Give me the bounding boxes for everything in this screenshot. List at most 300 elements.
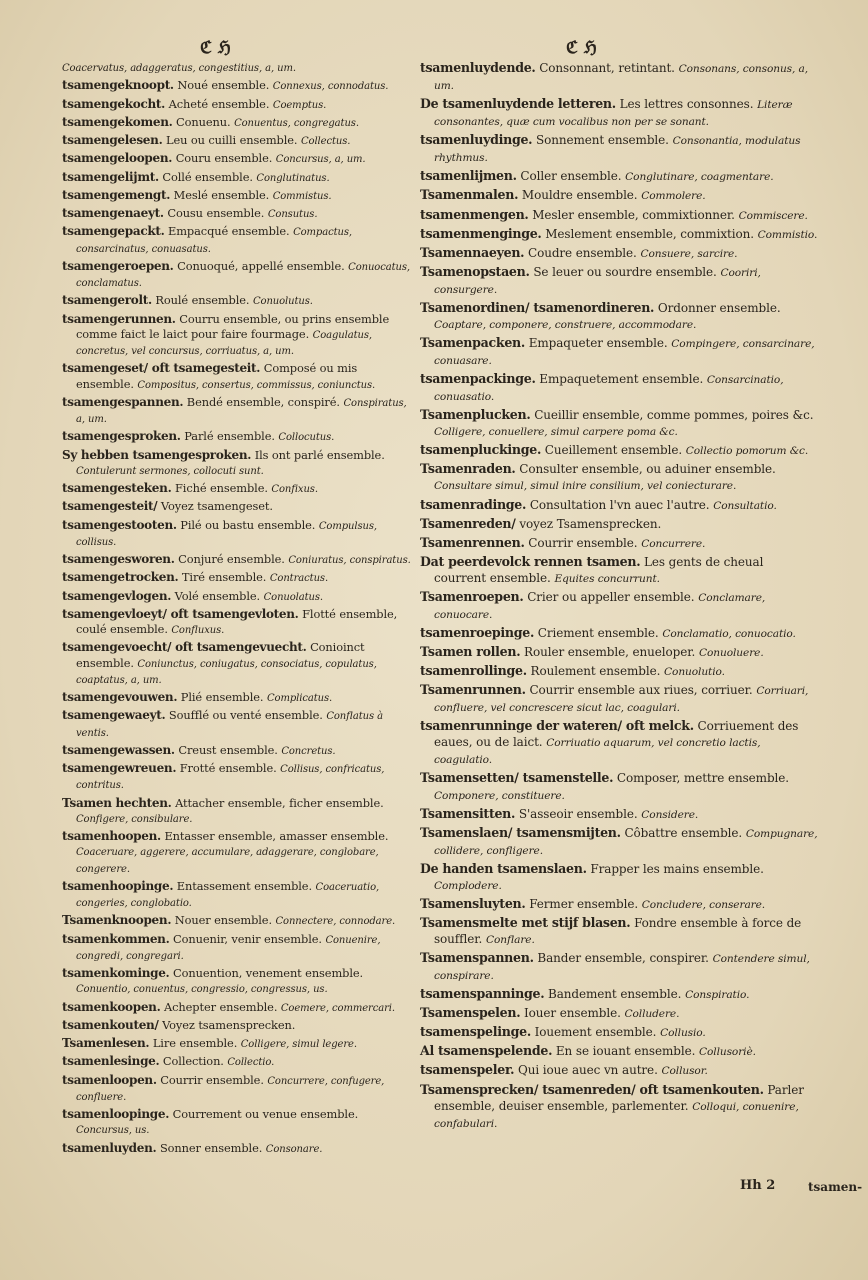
headword: tsamenloopinge. bbox=[62, 1107, 170, 1121]
latin-equivalent: Equites concurrunt. bbox=[554, 572, 660, 585]
french-definition: Crier ou appeller ensemble. bbox=[527, 589, 695, 604]
french-definition: Parler ensemble, deuiser ensemble, parlementer. bbox=[434, 1082, 804, 1113]
french-definition: Les lettres consonnes. bbox=[619, 97, 754, 112]
latin-equivalent: Conglutinare, coagmentare. bbox=[625, 171, 774, 184]
dictionary-entry bbox=[420, 554, 818, 587]
dictionary-entry bbox=[62, 78, 414, 94]
dictionary-entry bbox=[62, 879, 414, 912]
dictionary-entry bbox=[420, 168, 818, 185]
headword: tsamenroepinge. bbox=[420, 624, 535, 640]
dictionary-entry bbox=[420, 461, 818, 494]
dictionary-entry bbox=[420, 861, 818, 894]
dictionary-entry bbox=[62, 743, 414, 759]
headword: tsamenspelinge. bbox=[420, 1024, 531, 1040]
left-column bbox=[62, 60, 414, 1159]
latin-equivalent: Consarcinatio, conuasatio. bbox=[434, 374, 784, 404]
headword: Tsamensmelte met stijf blasen. bbox=[420, 914, 631, 930]
dictionary-entry bbox=[62, 570, 414, 586]
latin-equivalent: Conclamare, conuocare. bbox=[434, 591, 766, 621]
latin-equivalent: Collusoriè. bbox=[699, 1046, 756, 1059]
latin-equivalent: Literæ consonantes, quæ cum vocalibus non per se sonant. bbox=[434, 99, 793, 129]
headword: Dat peerdevolck rennen tsamen. bbox=[420, 553, 641, 569]
latin-equivalent: Configere, consibulare. bbox=[76, 813, 193, 825]
latin-equivalent: Complicatus. bbox=[266, 693, 333, 704]
headword: tsamenradinge. bbox=[420, 496, 527, 512]
headword: Tsamenspannen. bbox=[420, 950, 534, 966]
headword: tsamenpackinge. bbox=[420, 371, 536, 387]
french-definition: Creust ensemble. bbox=[178, 742, 278, 757]
dictionary-entry bbox=[62, 640, 414, 688]
headword: tsamengekocht. bbox=[62, 96, 166, 111]
dictionary-entry bbox=[420, 1005, 818, 1022]
latin-equivalent: Commiscere. bbox=[738, 209, 808, 222]
latin-equivalent: Corriuari, confluere, vel concrescere sicut lac, coagulari. bbox=[434, 685, 809, 715]
french-definition: Conuenir, venir ensemble. bbox=[173, 931, 322, 946]
headword: tsamenspanninge. bbox=[420, 986, 545, 1002]
latin-equivalent: Consuere, sarcire. bbox=[640, 247, 738, 260]
french-definition: Couru ensemble. bbox=[175, 151, 273, 166]
headword: Tsamenroepen. bbox=[420, 588, 524, 604]
headword: tsamengeknoopt. bbox=[62, 78, 174, 93]
dictionary-entry bbox=[62, 690, 414, 706]
latin-equivalent: Compactus, consarcinatus, conuasatus. bbox=[76, 227, 352, 255]
latin-equivalent: Conuenire, congredi, congregari. bbox=[76, 934, 381, 962]
french-definition: Se leuer ou sourdre ensemble. bbox=[533, 264, 717, 279]
french-definition: Frotté ensemble. bbox=[179, 761, 277, 775]
french-definition: Courrir ensemble. bbox=[160, 1072, 264, 1087]
headword: Tsamenplucken. bbox=[420, 407, 531, 423]
dictionary-entry bbox=[62, 395, 414, 428]
dictionary-entry bbox=[420, 407, 818, 440]
headword: tsamenluydende. bbox=[420, 60, 536, 75]
latin-equivalent: Concurrere. bbox=[641, 537, 706, 550]
headword: Tsamenraden. bbox=[420, 461, 516, 477]
dictionary-entry bbox=[420, 825, 818, 859]
latin-equivalent: Colludere. bbox=[624, 1008, 680, 1021]
dictionary-entry bbox=[62, 293, 414, 309]
latin-equivalent: Concretus. bbox=[281, 745, 336, 757]
headword: tsamenmengen. bbox=[420, 206, 529, 222]
latin-equivalent: Colloqui, conuenire, confabulari. bbox=[434, 1100, 799, 1130]
french-definition: S'asseoir ensemble. bbox=[518, 806, 638, 821]
french-definition: Pilé ou bastu ensemble. bbox=[180, 517, 316, 532]
headword: Tsamenspelen. bbox=[420, 1005, 521, 1021]
latin-equivalent: Considere. bbox=[641, 808, 699, 821]
dictionary-entry bbox=[62, 913, 414, 929]
french-definition: Composer, mettre ensemble. bbox=[616, 771, 790, 786]
headword: tsamengelijmt. bbox=[62, 169, 159, 184]
french-definition: Bendé ensemble, conspiré. bbox=[186, 394, 340, 409]
headword: Sy hebben tsamengesproken. bbox=[62, 447, 252, 462]
latin-equivalent: Commistio. bbox=[757, 228, 818, 241]
headword: tsamengetrocken. bbox=[62, 570, 179, 585]
french-definition: Soufflé ou venté ensemble. bbox=[168, 708, 323, 723]
latin-equivalent: Conuoluere. bbox=[699, 647, 764, 659]
dictionary-entry bbox=[62, 206, 414, 222]
latin-equivalent: Collocutus. bbox=[278, 432, 335, 444]
dictionary-entry bbox=[62, 1036, 414, 1052]
latin-equivalent: Collectus. bbox=[300, 136, 351, 147]
latin-equivalent: Connectere, connodare. bbox=[275, 916, 396, 928]
latin-equivalent: Commolere. bbox=[641, 190, 706, 203]
french-definition: Coller ensemble. bbox=[520, 169, 622, 184]
french-definition: Flotté ensemble, coulé ensemble. bbox=[76, 606, 398, 636]
dictionary-entry bbox=[420, 245, 818, 262]
french-definition: Criement ensemble. bbox=[537, 625, 659, 640]
headword: tsamengewaeyt. bbox=[62, 708, 166, 723]
headword: tsamenlijmen. bbox=[420, 168, 517, 184]
latin-equivalent: Coagulatus, concretus, vel concursus, corriuatus, a, um. bbox=[76, 329, 372, 357]
french-definition: Cueillir ensemble, comme pommes, poires &c. bbox=[534, 408, 814, 423]
latin-equivalent: Consultare simul, simul inire consilium, vel coniecturare. bbox=[434, 480, 737, 493]
dictionary-entry bbox=[62, 481, 414, 497]
headword: tsamenloopen. bbox=[62, 1072, 157, 1087]
headword: tsamengevouwen. bbox=[62, 690, 178, 704]
french-definition: Acheté ensemble. bbox=[168, 96, 270, 111]
latin-equivalent: Conuolatus. bbox=[263, 591, 323, 603]
latin-equivalent: Collusor. bbox=[661, 1065, 708, 1078]
dictionary-entry bbox=[420, 1043, 818, 1060]
latin-equivalent: Cooriri, consurgere. bbox=[434, 266, 761, 296]
french-definition: Empaquetement ensemble. bbox=[539, 372, 704, 387]
dictionary-entry bbox=[420, 663, 818, 680]
headword: Tsamensitten. bbox=[420, 805, 516, 821]
dictionary-entry bbox=[62, 1018, 414, 1034]
headword: tsamengevloeyt/ oft tsamengevloten. bbox=[62, 606, 299, 621]
french-definition: Courrement ou venue ensemble. bbox=[172, 1107, 359, 1121]
dictionary-entry bbox=[62, 499, 414, 515]
french-definition: Qui ioue auec vn autre. bbox=[517, 1063, 658, 1078]
dictionary-entry bbox=[420, 300, 818, 333]
latin-equivalent: Consutus. bbox=[267, 209, 318, 220]
headword: tsamengespannen. bbox=[62, 394, 184, 409]
dictionary-entry bbox=[62, 115, 414, 131]
french-definition: Coudre ensemble. bbox=[527, 245, 637, 260]
latin-equivalent: Concludere, conserare. bbox=[641, 898, 766, 911]
latin-equivalent: Conuentus, congregatus. bbox=[234, 117, 359, 129]
latin-equivalent: Coacervatus, adaggeratus, congestitius, a, um. bbox=[62, 63, 296, 74]
headword: tsamenhoopinge. bbox=[62, 878, 174, 893]
latin-equivalent: Conuolutio. bbox=[664, 666, 725, 679]
latin-equivalent: Confixus. bbox=[271, 484, 318, 495]
dictionary-entry bbox=[62, 552, 414, 568]
headword: Tsamennaeyen. bbox=[420, 244, 525, 260]
headword: tsamengewassen. bbox=[62, 742, 175, 757]
dictionary-entry bbox=[420, 96, 818, 130]
dictionary-entry bbox=[420, 264, 818, 298]
french-definition: Cousu ensemble. bbox=[167, 206, 265, 220]
dictionary-entry bbox=[62, 448, 414, 480]
headword: Tsamenordinen/ tsamenordineren. bbox=[420, 299, 655, 315]
latin-equivalent: Concurrere, confugere, confluere. bbox=[76, 1075, 385, 1103]
french-definition: Composé ou mis ensemble. bbox=[76, 361, 358, 391]
dictionary-entry bbox=[62, 188, 414, 204]
french-definition: Empaqueter ensemble. bbox=[528, 335, 668, 350]
latin-equivalent: Consonans, consonus, a, um. bbox=[434, 63, 809, 93]
dictionary-entry bbox=[62, 1054, 414, 1070]
dictionary-entry bbox=[420, 589, 818, 623]
dictionary-entry bbox=[420, 1062, 818, 1079]
latin-equivalent: Consultatio. bbox=[713, 499, 777, 512]
dictionary-entry bbox=[420, 207, 818, 224]
headword: tsamenpluckinge. bbox=[420, 442, 542, 458]
latin-equivalent: Concursus, us. bbox=[76, 1125, 150, 1137]
headword: tsamengemengt. bbox=[62, 187, 171, 202]
latin-equivalent: Collisus, confricatus, contritus. bbox=[76, 764, 385, 792]
french-definition: Conjuré ensemble. bbox=[178, 552, 285, 566]
french-definition: Courru ensemble, ou prins ensemble comme faict le laict pour faire fourmage. bbox=[76, 311, 390, 341]
dictionary-entry bbox=[62, 170, 414, 186]
header-ornament-left: ℭ ℌ bbox=[200, 38, 231, 58]
latin-equivalent: Collectio pomorum &c. bbox=[685, 445, 809, 458]
headword: Tsamenmalen. bbox=[420, 187, 519, 203]
french-definition: Mouldre ensemble. bbox=[521, 188, 638, 203]
french-definition: Consultation l'vn auec l'autre. bbox=[529, 497, 710, 512]
french-definition: Conioinct ensemble. bbox=[76, 640, 365, 670]
french-definition: Noué ensemble. bbox=[177, 78, 270, 93]
french-definition: Corriuement des eaues, ou de laict. bbox=[434, 719, 799, 750]
french-definition: Cueillement ensemble. bbox=[544, 443, 683, 458]
french-definition: Entasser ensemble, amasser ensemble. bbox=[164, 829, 389, 843]
dictionary-entry bbox=[420, 535, 818, 552]
dictionary-entry bbox=[62, 761, 414, 794]
headword: De handen tsamenslaen. bbox=[420, 860, 587, 876]
latin-equivalent: Coemptus. bbox=[272, 99, 327, 111]
headword: tsamenkominge. bbox=[62, 966, 170, 980]
headword: tsamengewreuen. bbox=[62, 761, 177, 775]
dictionary-entry bbox=[420, 187, 818, 204]
latin-equivalent: Compositus, consertus, commissus, coniunctus. bbox=[137, 379, 376, 391]
french-definition: Conuention, venement ensemble. bbox=[172, 966, 364, 980]
dictionary-entry bbox=[420, 335, 818, 369]
dictionary-entry bbox=[420, 516, 818, 533]
catchword: tsamen- bbox=[808, 1180, 863, 1194]
headword: Tsamen hechten. bbox=[62, 795, 172, 810]
french-definition: Entassement ensemble. bbox=[176, 878, 312, 893]
dictionary-entry bbox=[62, 429, 414, 445]
headword: tsamenkommen. bbox=[62, 931, 170, 946]
dictionary-entry bbox=[62, 1073, 414, 1106]
headword: tsamenkouten/ bbox=[62, 1017, 159, 1032]
dictionary-entry bbox=[62, 607, 414, 639]
french-definition: Attacher ensemble, ficher ensemble. bbox=[175, 795, 384, 810]
headword: Tsamenslaen/ tsamensmijten. bbox=[420, 824, 621, 840]
dictionary-entry bbox=[420, 806, 818, 823]
headword: tsamengeloopen. bbox=[62, 151, 173, 166]
dictionary-entry bbox=[420, 986, 818, 1003]
french-definition: Courrir ensemble aux riues, corriuer. bbox=[529, 683, 753, 698]
headword: tsamenrollinge. bbox=[420, 663, 527, 679]
dictionary-entry bbox=[62, 312, 414, 360]
latin-equivalent: Coaceruare, aggerere, accumulare, adaggerare, conglobare, congerere. bbox=[76, 847, 379, 875]
latin-equivalent: Coaceruatio, congeries, conglobatio. bbox=[76, 881, 380, 909]
dictionary-entry bbox=[420, 718, 818, 768]
latin-equivalent: Conspiratio. bbox=[685, 989, 750, 1002]
french-definition: Roulement ensemble. bbox=[530, 664, 661, 679]
dictionary-entry bbox=[62, 1107, 414, 1139]
french-definition: Courrir ensemble. bbox=[528, 535, 638, 550]
right-column bbox=[420, 60, 818, 1134]
french-definition: voyez Tsamensprecken. bbox=[519, 516, 662, 531]
dictionary-entry bbox=[62, 932, 414, 965]
dictionary-entry bbox=[62, 60, 414, 76]
dictionary-entry bbox=[62, 151, 414, 167]
french-definition: Conuenu. bbox=[176, 114, 231, 129]
latin-equivalent: Commistus. bbox=[272, 190, 332, 202]
dictionary-entry bbox=[62, 1141, 414, 1157]
french-definition: Achepter ensemble. bbox=[164, 999, 278, 1014]
french-definition: En se iouant ensemble. bbox=[555, 1044, 696, 1059]
headword: tsamengesteken. bbox=[62, 481, 172, 495]
headword: tsamengesworen. bbox=[62, 552, 175, 566]
headword: tsamenlesinge. bbox=[62, 1054, 160, 1069]
french-definition: Parlé ensemble. bbox=[184, 429, 275, 444]
latin-equivalent: Connexus, connodatus. bbox=[272, 81, 389, 93]
headword: Tsamensprecken/ tsamenreden/ oft tsamenkouten. bbox=[420, 1081, 764, 1097]
headword: tsamengesproken. bbox=[62, 429, 181, 444]
french-definition: Rouler ensemble, enueloper. bbox=[524, 645, 696, 659]
headword: tsamenrunninge der wateren/ oft melck. bbox=[420, 718, 694, 734]
headword: Tsamenrunnen. bbox=[420, 682, 526, 698]
headword: Tsamenrennen. bbox=[420, 534, 525, 550]
french-definition: Frapper les mains ensemble. bbox=[590, 861, 764, 876]
headword: tsamenhoopen. bbox=[62, 829, 161, 843]
headword: tsamengeset/ oft tsamegesteit. bbox=[62, 361, 261, 376]
headword: Tsamen rollen. bbox=[420, 644, 521, 659]
dictionary-entry bbox=[420, 1024, 818, 1041]
dictionary-entry bbox=[420, 770, 818, 803]
headword: tsamengepackt. bbox=[62, 224, 165, 239]
dictionary-entry bbox=[420, 442, 818, 459]
french-definition: Mesler ensemble, commixtionner. bbox=[532, 207, 735, 222]
french-definition: Ordonner ensemble. bbox=[657, 300, 781, 315]
headword: tsamengevlogen. bbox=[62, 588, 172, 603]
latin-equivalent: Coemere, commercari. bbox=[280, 1002, 395, 1014]
headword: tsamengevoecht/ oft tsamengevuecht. bbox=[62, 640, 307, 655]
dictionary-entry bbox=[420, 896, 818, 913]
french-definition: Fermer ensemble. bbox=[529, 896, 639, 911]
latin-equivalent: Conuentio, conuentus, congressio, congressus, us. bbox=[76, 984, 328, 996]
french-definition: Meslement ensemble, commixtion. bbox=[545, 226, 754, 241]
french-definition: Tiré ensemble. bbox=[181, 570, 267, 585]
french-definition: Fiché ensemble. bbox=[174, 481, 268, 495]
headword: tsamengenaeyt. bbox=[62, 206, 164, 220]
latin-equivalent: Contulerunt sermones, collocuti sunt. bbox=[76, 465, 264, 477]
headword: Tsamenopstaen. bbox=[420, 263, 530, 279]
dictionary-entry bbox=[420, 371, 818, 405]
french-definition: Iouement ensemble. bbox=[534, 1025, 657, 1040]
latin-equivalent: Conflare. bbox=[486, 934, 535, 946]
headword: tsamengerunnen. bbox=[62, 311, 176, 326]
latin-equivalent: Corriuatio aquarum, vel concretio lactis, coagulatio. bbox=[434, 737, 761, 767]
dictionary-entry bbox=[420, 132, 818, 166]
latin-equivalent: Compugnare, collidere, confligere. bbox=[434, 827, 818, 857]
dictionary-entry bbox=[420, 60, 818, 94]
french-definition: Voyez tsamensprecken. bbox=[162, 1017, 296, 1032]
latin-equivalent: Coniunctus, coniugatus, consociatus, copulatus, coaptatus, a, um. bbox=[76, 658, 377, 686]
latin-equivalent: Coaptare, componere, construere, accommodare. bbox=[434, 318, 697, 331]
latin-equivalent: Confluxus. bbox=[171, 625, 225, 636]
french-definition: Ils ont parlé ensemble. bbox=[254, 447, 385, 462]
headword: Tsamenpacken. bbox=[420, 334, 525, 350]
headword: Tsamenlesen. bbox=[62, 1036, 150, 1050]
french-definition: Plié ensemble. bbox=[180, 690, 264, 704]
french-definition: Sonner ensemble. bbox=[159, 1140, 263, 1155]
latin-equivalent: Conspiratus, a, um. bbox=[76, 397, 407, 425]
french-definition: Voyez tsamengeset. bbox=[160, 499, 273, 514]
dictionary-entry bbox=[420, 644, 818, 661]
latin-equivalent: Concursus, a, um. bbox=[275, 154, 366, 166]
headword: Al tsamenspelende. bbox=[420, 1043, 553, 1059]
latin-equivalent: Consonare. bbox=[265, 1143, 323, 1155]
headword: Tsamensluyten. bbox=[420, 895, 526, 911]
dictionary-entry bbox=[62, 1000, 414, 1016]
headword: tsamengeroepen. bbox=[62, 258, 174, 273]
dictionary-entry bbox=[62, 589, 414, 605]
latin-equivalent: Complodere. bbox=[434, 879, 502, 892]
headword: tsamengerolt. bbox=[62, 293, 152, 308]
dictionary-entry bbox=[62, 966, 414, 998]
dictionary-entry bbox=[420, 625, 818, 642]
headword: tsamengestooten. bbox=[62, 517, 177, 532]
latin-equivalent: Compulsus, collisus. bbox=[76, 520, 377, 548]
latin-equivalent: Collectio. bbox=[227, 1057, 275, 1069]
french-definition: Côbattre ensemble. bbox=[624, 825, 743, 840]
latin-equivalent: Contractus. bbox=[269, 573, 329, 585]
headword: Tsamenknoopen. bbox=[62, 913, 172, 928]
dictionary-entry bbox=[420, 950, 818, 984]
french-definition: Roulé ensemble. bbox=[155, 293, 250, 308]
header-ornament-right: ℭ ℌ bbox=[566, 38, 597, 58]
headword: De tsamenluydende letteren. bbox=[420, 96, 616, 112]
headword: Tsamenreden/ bbox=[420, 515, 516, 531]
dictionary-entry bbox=[62, 518, 414, 551]
french-definition: Consulter ensemble, ou aduiner ensemble. bbox=[519, 462, 776, 477]
dictionary-entry bbox=[62, 259, 414, 292]
dictionary-entry bbox=[420, 682, 818, 716]
signature-mark: Hh 2 bbox=[740, 1178, 776, 1193]
headword: tsamenmenginge. bbox=[420, 225, 542, 241]
french-definition: Consonnant, retintant. bbox=[539, 61, 675, 75]
headword: tsamengelesen. bbox=[62, 133, 163, 147]
headword: tsamengekomen. bbox=[62, 114, 173, 129]
latin-equivalent: Consonantia, modulatus rhythmus. bbox=[434, 135, 801, 165]
french-definition: Sonnement ensemble. bbox=[536, 133, 669, 148]
latin-equivalent: Componere, constituere. bbox=[434, 789, 565, 802]
dictionary-entry bbox=[420, 915, 818, 948]
latin-equivalent: Conuocatus, conclamatus. bbox=[76, 261, 410, 289]
latin-equivalent: Conuolutus. bbox=[252, 296, 313, 308]
latin-equivalent: Compingere, consarcinare, conuasare. bbox=[434, 337, 815, 367]
headword: Tsamensetten/ tsamenstelle. bbox=[420, 770, 614, 786]
dictionary-entry bbox=[62, 708, 414, 741]
french-definition: Fondre ensemble à force de souffler. bbox=[434, 915, 802, 946]
headword: tsamenluydinge. bbox=[420, 132, 533, 148]
headword: tsamenkoopen. bbox=[62, 999, 161, 1014]
latin-equivalent: Colligere, simul legere. bbox=[240, 1039, 357, 1050]
french-definition: Iouer ensemble. bbox=[524, 1006, 621, 1021]
french-definition: Collection. bbox=[162, 1054, 224, 1069]
headword: tsamenspeler. bbox=[420, 1062, 515, 1078]
french-definition: Conuoqué, appellé ensemble. bbox=[177, 258, 345, 273]
dictionary-entry bbox=[420, 1082, 818, 1132]
french-definition: Nouer ensemble. bbox=[174, 913, 272, 928]
latin-equivalent: Conclamatio, conuocatio. bbox=[662, 627, 796, 640]
dictionary-entry bbox=[62, 829, 414, 877]
latin-equivalent: Contendere simul, conspirare. bbox=[434, 953, 810, 983]
latin-equivalent: Colligere, conuellere, simul carpere poma &c. bbox=[434, 426, 678, 439]
dictionary-entry bbox=[62, 133, 414, 149]
